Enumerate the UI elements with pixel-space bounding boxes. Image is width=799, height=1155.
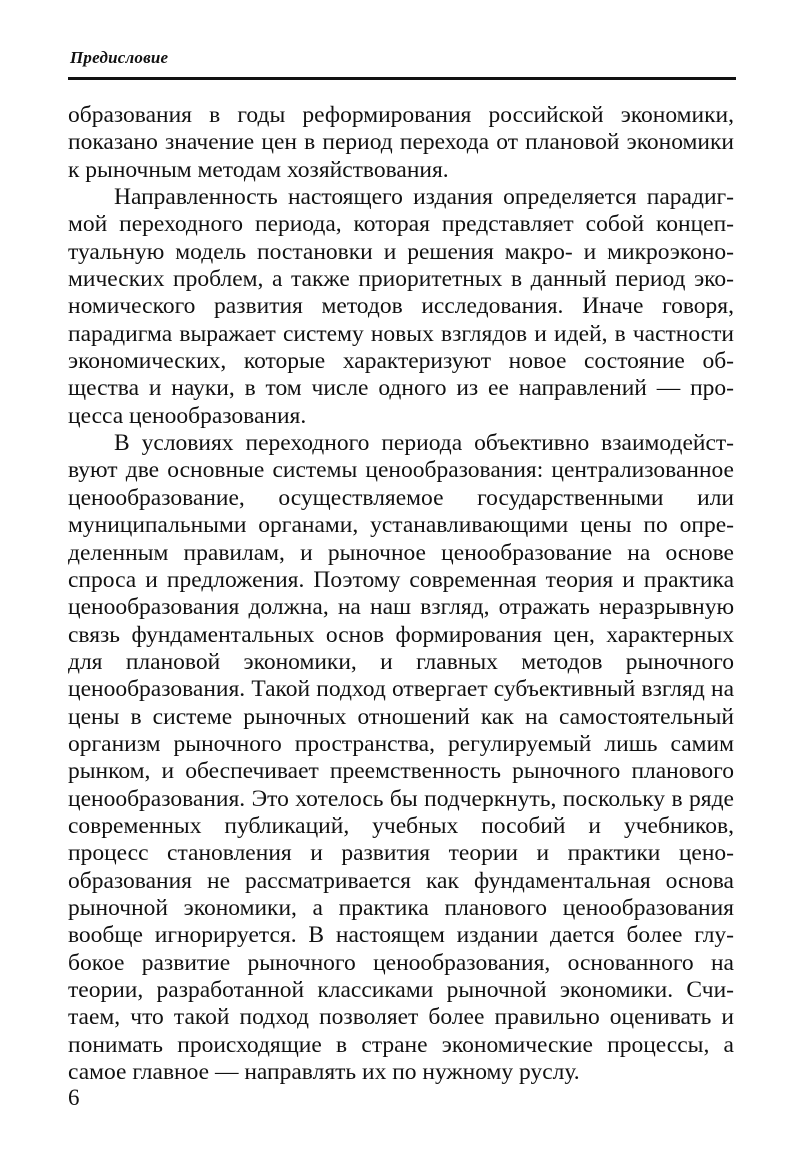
page-number: 6 (68, 1085, 80, 1110)
body-text (68, 102, 734, 1086)
paragraph-continuation: образования в годы реформирования российской экономики, показано значение цен в период перехода от плановой экономики к рыночным методам хозяйствования. (68, 102, 734, 183)
header-rule (68, 77, 736, 80)
running-title: Предисловие (70, 48, 169, 67)
paragraph-paradigm: Направленность настоящего издания определяется парадигмой переходного периода, которая представляет собой концептуальную модель постановки и решения макро- и микроэкономических проблем, а также приоритетных в данный период экономического развития методов исследования. Иначе говоря, парадигма выражает систему новых взглядов и идей, в частности экономических, которые характеризуют новое состояние общества и науки, в том числе одного из ее направлений — процесса ценообразования. (68, 184, 734, 429)
paragraph-pricing-systems: В условиях переходного периода объективно взаимодействуют две основные системы ценообразования: централизованное ценообразование, осуществляемое государственными или муниципальными органами, устанавливающими цены по определенным правилам, и рыночное ценообразование на основе спроса и предложения. Поэтому современная теория и практика ценообразования должна, на наш взгляд, отражать неразрывную связь фундаментальных основ формирования цен, характерных для плановой экономики, и главных методов рыночного ценообразования. Такой подход отвергает субъективный взгляд на цены в системе рыночных отношений как на самостоятельный организм рыночного пространства, регулируемый лишь самим рынком, и обеспечивает преемственность рыночного планового ценообразования. Это хотелось бы подчеркнуть, поскольку в ряде современных публикаций, учебных пособий и учебников, процесс становления и развития теории и практики ценообразования не рассматривается как фундаментальная основа рыночной экономики, а практика планового ценообразования вообще игнорируется. В настоящем издании дается более глубокое развитие рыночного ценообразования, основанного на теории, разработанной классиками рыночной экономики. Считаем, что такой подход позволяет более правильно оценивать и понимать происходящие в стране экономические процессы, а самое главное — направлять их по нужному руслу. (68, 430, 734, 1086)
